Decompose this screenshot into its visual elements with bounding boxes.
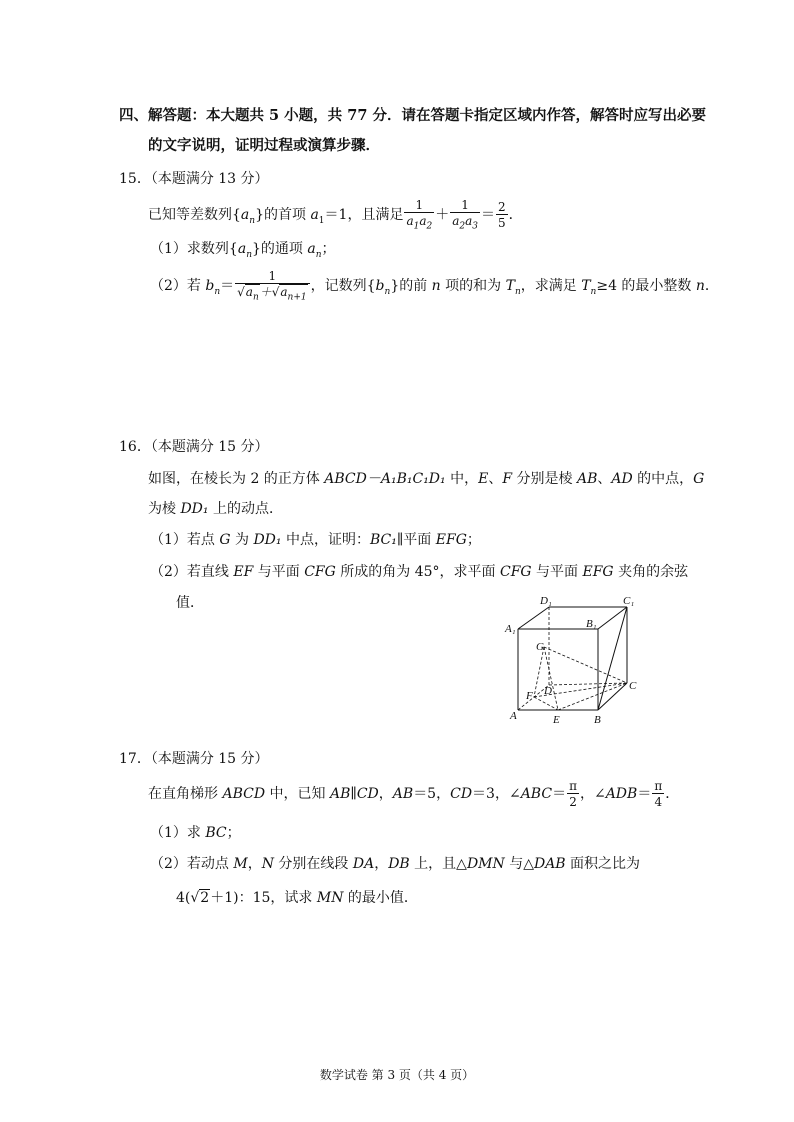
- q17-pi-over-4: $\frac{\pi}{4}$: [654, 779, 663, 809]
- segment-ge: [544, 647, 558, 710]
- segment-gf: [534, 647, 544, 697]
- segment-ec: [558, 683, 627, 710]
- segment-bc1: [598, 607, 627, 710]
- q17-part1: （1）求 BC；: [150, 825, 241, 841]
- label-c: C: [629, 680, 637, 692]
- q16-part1: （1）若点 G 为 DD₁ 中点，证明：BC₁∥平面 EFG；: [150, 532, 481, 548]
- q15-bn-fraction: $\frac{1}{√a_n+√a_{n+1}}$: [235, 270, 310, 302]
- q16-part2-continued: 值．: [176, 595, 204, 611]
- q15-part2: （2）若 $b_n=$ $\frac{1}{√a_n+√a_{n+1}}$ ，记数列$\{b_n\}$的前 n 项的和为 $T_n$，求满足 $T_n\ge 4$ 的最小整数 n．: [150, 269, 719, 303]
- label-f: F: [526, 690, 533, 702]
- label-a1: A₁: [505, 623, 516, 635]
- q15-part1: （1）求数列$\{a_n\}$的通项 $a_n$；: [150, 241, 336, 260]
- q16-header: 16．（本题满分 15 分）: [119, 439, 269, 455]
- label-d: D: [544, 685, 552, 697]
- q17-stem: 在直角梯形 ABCD 中，已知 AB∥CD，AB＝5，CD＝3，∠ABC＝ $\frac{\pi}{2}$ ，∠ADB＝ $\frac{\pi}{4}$ ．: [148, 779, 680, 809]
- q16-stem-line1: 如图，在棱长为 2 的正方体 ABCD－A₁B₁C₁D₁ 中，E、F 分别是棱 AB、AD 的中点，G: [148, 471, 705, 487]
- q15-header: 15．（本题满分 13 分）: [119, 171, 269, 187]
- q15-stem: 已知等差数列$\{a_n\}$的首项 $a_1=1$，且满足 $\frac{1}{a_1a_2}$ ＋ $\frac{1}{a_2a_3}$ ＝ $\frac{2}{5}$ ．: [148, 198, 523, 232]
- q16-part2: （2）若直线 EF 与平面 CFG 所成的角为 45°，求平面 CFG 与平面 EFG 夹角的余弦: [150, 564, 689, 580]
- label-b1: B₁: [586, 618, 597, 630]
- label-b: B: [594, 714, 601, 726]
- q15-fraction-1: $\frac{1}{a_1a_2}$: [406, 198, 433, 232]
- segment-fe: [534, 697, 558, 710]
- label-e: E: [553, 714, 560, 726]
- q15-fraction-3: $\frac{2}{5}$: [498, 200, 506, 231]
- edge-a1d1: [518, 607, 549, 629]
- page-footer: 数学试卷 第 3 页（共 4 页）: [319, 1068, 475, 1082]
- label-c1: C₁: [623, 595, 635, 607]
- cube-figure: [498, 590, 648, 730]
- edge-b1c1: [598, 607, 627, 629]
- q16-stem-line2: 为棱 DD₁ 上的动点．: [148, 501, 283, 517]
- edge-bc: [598, 683, 627, 710]
- q17-header: 17．（本题满分 15 分）: [119, 751, 269, 767]
- label-a: A: [510, 710, 517, 722]
- q17-part2-continued: 4(√2＋1)：15，试求 MN 的最小值．: [176, 890, 418, 906]
- section-heading-line2: 的文字说明，证明过程或演算步骤．: [148, 137, 380, 154]
- q17-pi-over-2: $\frac{\pi}{2}$: [569, 779, 577, 809]
- q15-fraction-2: $\frac{1}{a_2a_3}$: [452, 198, 479, 232]
- q17-part2: （2）若动点 M，N 分别在线段 DA，DB 上，且△DMN 与△DAB 面积之比为: [150, 856, 641, 872]
- label-d1: D₁: [540, 595, 552, 607]
- section-heading-line1: 四、解答题：本大题共 5 小题，共 77 分．请在答题卡指定区域内作答，解答时应写出必要: [119, 107, 706, 124]
- label-g: G: [536, 641, 544, 653]
